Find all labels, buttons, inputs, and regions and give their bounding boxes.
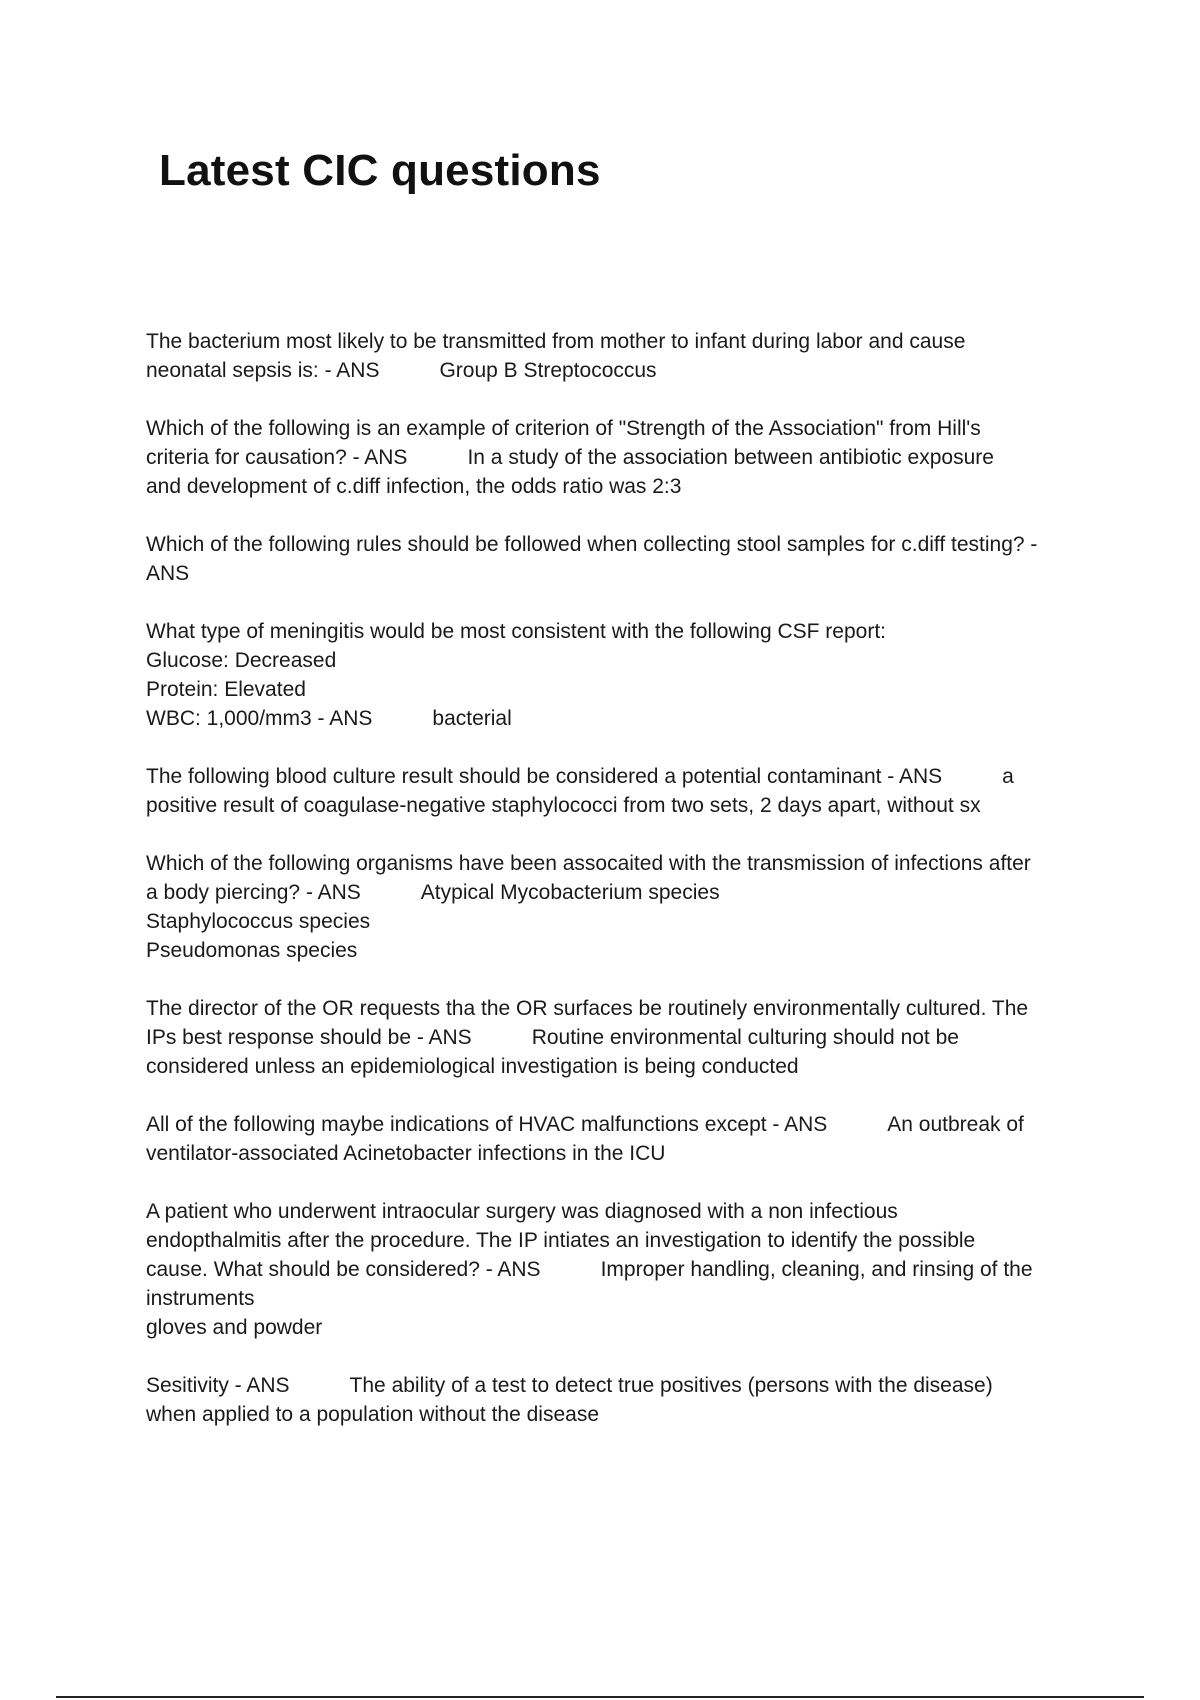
qa-line: considered unless an epidemiological investigation is being conducted: [146, 1055, 799, 1078]
qa-item: [146, 1371, 1091, 1429]
answer-text: bacterial: [432, 707, 512, 730]
qa-line: Which of the following organisms have been assocaited with the transmission of infections after: [146, 852, 1031, 875]
qa-line: ventilator-associated Acinetobacter infections in the ICU: [146, 1142, 666, 1165]
answer-text: Routine environmental culturing should not be: [531, 1026, 959, 1049]
qa-line: [146, 1110, 1091, 1139]
qa-line: [146, 1023, 1091, 1052]
qa-line: [146, 443, 1091, 472]
qa-line: Which of the following is an example of criterion of "Strength of the Association" from Hill's: [146, 417, 981, 440]
qa-line: ANS: [146, 562, 190, 585]
qa-item: [146, 530, 1091, 588]
qa-line: positive result of coagulase-negative staphylococci from two sets, 2 days apart, without sx: [146, 794, 981, 817]
qa-line: [146, 704, 1091, 733]
qa-line: [146, 356, 1091, 385]
question-text: criteria for causation? - ANS: [146, 446, 408, 469]
qa-line: The bacterium most likely to be transmitted from mother to infant during labor and cause: [146, 330, 966, 353]
qa-line: What type of meningitis would be most consistent with the following CSF report:: [146, 620, 887, 643]
qa-line: Which of the following rules should be followed when collecting stool samples for c.diff testing? -: [146, 533, 1038, 556]
answer-text: The ability of a test to detect true positives (persons with the disease): [349, 1374, 993, 1397]
qa-line: A patient who underwent intraocular surgery was diagnosed with a non infectious: [146, 1200, 898, 1223]
qa-line: The director of the OR requests tha the OR surfaces be routinely environmentally cultured. The: [146, 997, 1029, 1020]
qa-item: [146, 762, 1091, 820]
qa-item: [146, 849, 1091, 965]
qa-line: when applied to a population without the disease: [146, 1403, 599, 1426]
question-text: neonatal sepsis is: - ANS: [146, 359, 380, 382]
qa-item: [146, 1110, 1091, 1168]
qa-line: Pseudomonas species: [146, 939, 358, 962]
qa-list: [146, 327, 1091, 1458]
qa-line: [146, 878, 1091, 907]
qa-line: Protein: Elevated: [146, 678, 306, 701]
answer-text: Improper handling, cleaning, and rinsing of the: [600, 1258, 1033, 1281]
qa-item: [146, 327, 1091, 385]
qa-line: [146, 1255, 1091, 1284]
question-text: Sesitivity - ANS: [146, 1374, 290, 1397]
question-text: WBC: 1,000/mm3 - ANS: [146, 707, 373, 730]
qa-line: instruments: [146, 1287, 255, 1310]
qa-item: [146, 414, 1091, 501]
question-text: cause. What should be considered? - ANS: [146, 1258, 541, 1281]
answer-text: Group B Streptococcus: [439, 359, 657, 382]
footer-divider: [56, 1696, 1144, 1698]
qa-line: and development of c.diff infection, the odds ratio was 2:3: [146, 475, 682, 498]
qa-line: endopthalmitis after the procedure. The IP intiates an investigation to identify the possible: [146, 1229, 976, 1252]
qa-item: [146, 994, 1091, 1081]
answer-text: a: [1002, 765, 1014, 788]
qa-line: [146, 762, 1091, 791]
qa-line: Glucose: Decreased: [146, 649, 337, 672]
answer-text: An outbreak of: [887, 1113, 1024, 1136]
qa-item: [146, 1197, 1091, 1342]
answer-text: In a study of the association between antibiotic exposure: [467, 446, 994, 469]
page-title: Latest CIC questions: [159, 146, 601, 195]
question-text: The following blood culture result should be considered a potential contaminant - ANS: [146, 765, 943, 788]
question-text: All of the following maybe indications of HVAC malfunctions except - ANS: [146, 1113, 828, 1136]
answer-text: Atypical Mycobacterium species: [420, 881, 720, 904]
question-text: a body piercing? - ANS: [146, 881, 361, 904]
question-text: IPs best response should be - ANS: [146, 1026, 472, 1049]
qa-line: gloves and powder: [146, 1316, 323, 1339]
qa-line: [146, 1371, 1091, 1400]
qa-line: Staphylococcus species: [146, 910, 371, 933]
qa-item: [146, 617, 1091, 733]
